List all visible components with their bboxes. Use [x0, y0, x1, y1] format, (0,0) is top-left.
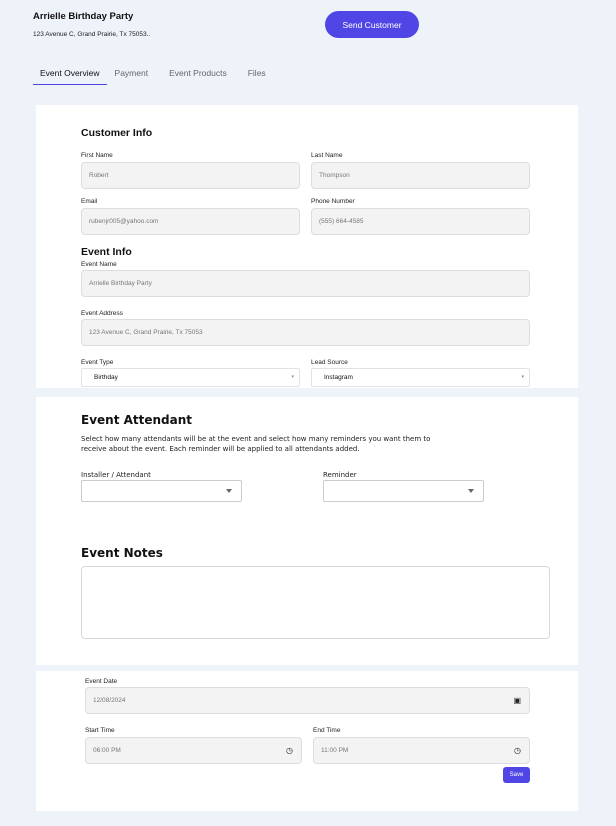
calendar-icon[interactable]: ▣	[513, 696, 521, 705]
attendant-description: Select how many attendants will be at the event and select how many reminders you want them to receive about the event. Each reminder will be applied to all attendants added.	[81, 435, 431, 453]
event-type-select[interactable]	[81, 368, 300, 387]
send-customer-button[interactable]: Send Customer	[325, 11, 419, 38]
chevron-down-icon	[226, 489, 232, 493]
lead-source-value: Instagram	[324, 374, 353, 381]
first-name-label: First Name	[81, 152, 113, 159]
chevron-down-icon	[468, 489, 474, 493]
event-name-label: Event Name	[81, 261, 117, 268]
end-time-input[interactable]	[313, 737, 530, 764]
end-time-value: 11:00 PM	[321, 747, 349, 754]
event-type-value: Birthday	[94, 374, 118, 381]
tab-event-products[interactable]: Event Products	[169, 68, 227, 78]
phone-input[interactable]: (555) 664-4585	[311, 208, 530, 235]
chevron-down-icon: ▾	[291, 374, 294, 380]
first-name-input[interactable]: Robert	[81, 162, 300, 189]
chevron-down-icon: ▾	[521, 374, 524, 380]
start-time-input[interactable]	[85, 737, 302, 764]
start-time-value: 06:00 PM	[93, 747, 121, 754]
end-time-label: End Time	[313, 727, 341, 734]
tab-event-overview[interactable]: Event Overview	[33, 68, 107, 85]
start-time-label: Start Time	[85, 727, 115, 734]
event-attendant-heading: Event Attendant	[81, 413, 193, 427]
email-input[interactable]: rubenjr005@yahoo.com	[81, 208, 300, 235]
event-date-label: Event Date	[85, 678, 118, 685]
event-address-summary: 123 Avenue C, Grand Prairie, Tx 75053..	[33, 31, 151, 38]
event-address-label: Event Address	[81, 310, 123, 317]
phone-label: Phone Number	[311, 198, 355, 205]
event-date-value: 12/08/2024	[93, 697, 126, 704]
event-notes-heading: Event Notes	[81, 546, 163, 560]
customer-info-heading: Customer Info	[81, 127, 153, 139]
event-type-label: Event Type	[81, 359, 114, 366]
installer-select[interactable]	[81, 480, 242, 502]
event-title: Arrielle Birthday Party	[33, 11, 134, 22]
last-name-label: Last Name	[311, 152, 343, 159]
clock-icon[interactable]: ◷	[514, 746, 521, 755]
tab-bar	[33, 68, 287, 85]
reminder-select[interactable]	[323, 480, 484, 502]
tab-files[interactable]: Files	[247, 68, 266, 78]
clock-icon[interactable]: ◷	[286, 746, 293, 755]
tab-payment[interactable]: Payment	[114, 68, 149, 78]
event-address-input[interactable]: 123 Avenue C, Grand Prairie, Tx 75053	[81, 319, 530, 346]
email-label: Email	[81, 198, 98, 205]
event-notes-textarea[interactable]	[81, 566, 550, 639]
lead-source-select[interactable]	[311, 368, 530, 387]
installer-label: Installer / Attendant	[81, 471, 151, 479]
event-date-input[interactable]	[85, 687, 530, 714]
lead-source-label: Lead Source	[311, 359, 348, 366]
event-info-heading: Event Info	[81, 246, 132, 258]
event-name-input[interactable]: Arrielle Birthday Party	[81, 270, 530, 297]
reminder-label: Reminder	[323, 471, 357, 479]
last-name-input[interactable]: Thompson	[311, 162, 530, 189]
save-button[interactable]: Save	[503, 767, 530, 783]
